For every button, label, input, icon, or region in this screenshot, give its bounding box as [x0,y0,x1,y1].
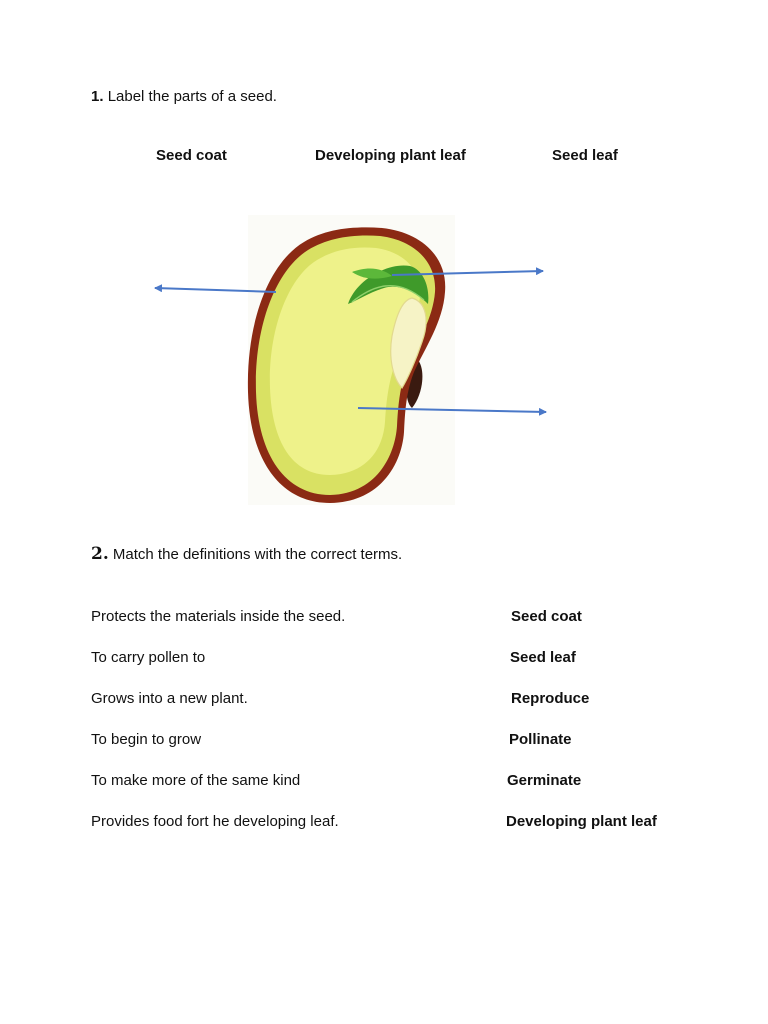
definition-row: To make more of the same kind [91,772,301,789]
label-bank-item-seed-coat: Seed coat [156,147,227,164]
term-row: Pollinate [509,731,572,748]
developing-leaf-icon [348,265,428,304]
arrow-seed-coat [155,288,276,292]
question-2-text: Match the definitions with the correct terms. [112,546,403,563]
question-1-text: Label the parts of a seed. [107,88,277,105]
definition-row: Protects the materials inside the seed. [91,608,346,625]
question-1-heading [91,88,277,105]
developing-leaf-vein [352,286,424,302]
arrow-seed-leaf [358,408,546,412]
question-2-number: 2. [91,544,109,564]
definition-row: Grows into a new plant. [91,690,248,707]
question-2-heading [91,544,402,564]
term-row: Germinate [507,772,582,789]
arrow-developing-leaf [392,271,543,275]
question-1-number: 1. [91,88,104,105]
term-row: Reproduce [511,690,590,707]
term-row: Seed coat [511,608,582,625]
term-row: Seed leaf [510,649,576,666]
label-bank-item-developing-plant-leaf: Developing plant leaf [315,147,466,164]
seed-hilum [406,357,422,408]
diagram-backdrop [248,215,455,505]
seed-cotyledon-inner [270,248,420,475]
definition-row: To begin to grow [91,731,202,748]
seed-coat-shape [248,227,445,503]
term-row: Developing plant leaf [506,813,657,830]
definition-row: To carry pollen to [91,649,206,666]
label-bank-item-seed-leaf: Seed leaf [552,147,618,164]
seed-cotyledon-outer [256,236,435,495]
definition-row: Provides food fort he developing leaf. [91,813,339,830]
seed-embryo [391,298,426,388]
developing-leaf-small-icon [352,269,392,279]
